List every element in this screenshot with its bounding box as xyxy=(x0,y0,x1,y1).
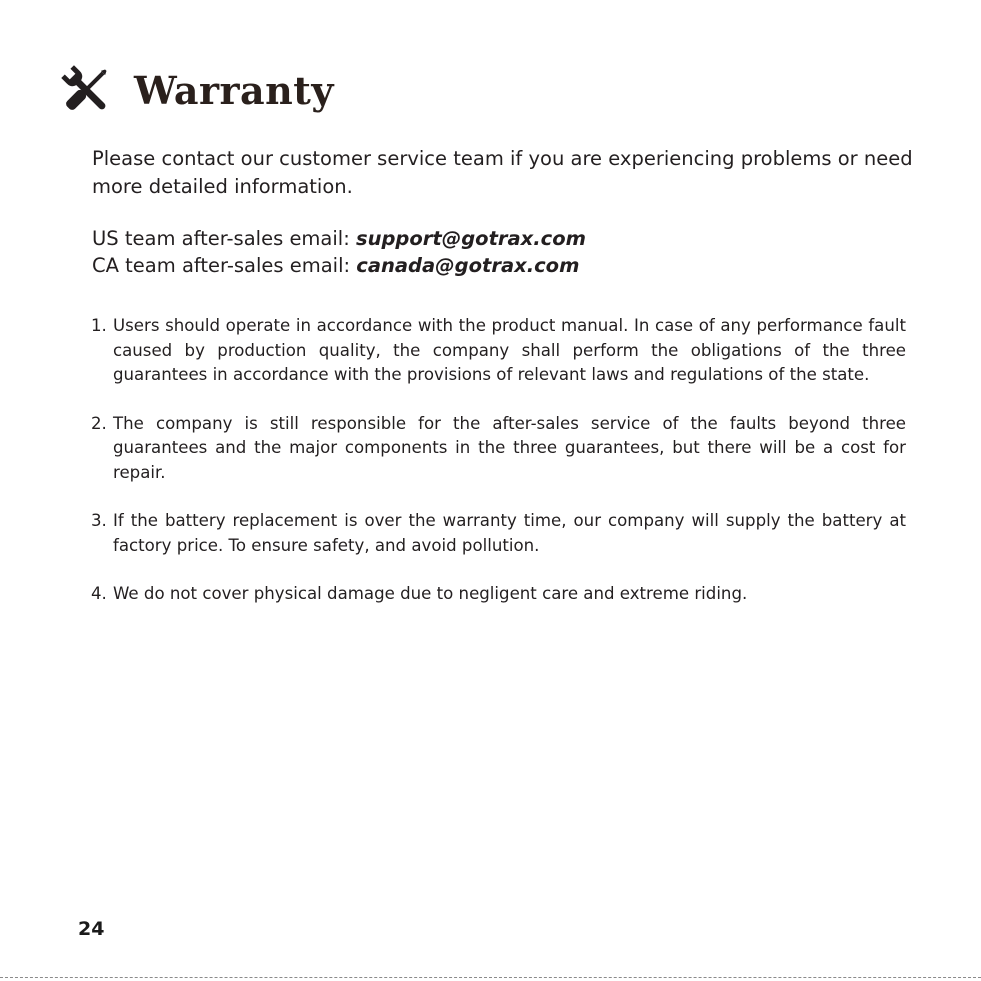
ca-email-link[interactable]: canada@gotrax.com xyxy=(356,254,580,277)
list-item xyxy=(91,582,906,607)
wrench-screwdriver-icon xyxy=(58,62,114,118)
intro-paragraph: Please contact our customer service team if you are experiencing problems or need more detailed information. xyxy=(92,147,913,198)
contact-label: CA team after-sales email: xyxy=(92,254,357,277)
item-number: 2. xyxy=(91,413,107,433)
list-item xyxy=(91,412,906,486)
contact-ca xyxy=(92,252,586,279)
us-email-link[interactable]: support@gotrax.com xyxy=(355,227,586,250)
item-number: 4. xyxy=(91,584,107,603)
item-number: 3. xyxy=(91,511,107,530)
list-item xyxy=(91,509,906,558)
item-text: We do not cover physical damage due to negligent care and extreme riding. xyxy=(113,584,748,603)
item-text: If the battery replacement is over the warranty time, our company will supply the battery at factory price. To ensure safety, and avoid pollution. xyxy=(113,511,906,555)
page-divider xyxy=(0,977,981,978)
item-number: 1. xyxy=(91,316,107,335)
contact-label: US team after-sales email: xyxy=(92,227,356,250)
section-header xyxy=(58,60,334,120)
page-number: 24 xyxy=(78,918,105,940)
page-title: Warranty xyxy=(134,67,334,113)
warranty-terms-list xyxy=(91,314,906,631)
contact-us xyxy=(92,225,586,252)
contact-list xyxy=(92,225,586,279)
item-text: The company is still responsible for the after-sales service of the faults beyond three guarantees and the major components in the three guarantees, but there will be a cost for repair. xyxy=(113,413,906,482)
list-item xyxy=(91,314,906,388)
item-text: Users should operate in accordance with the product manual. In case of any performance fault caused by production quality, the company shall perform the obligations of the three guarantees in accordance with the provisions of relevant laws and regulations of the state. xyxy=(113,316,906,384)
